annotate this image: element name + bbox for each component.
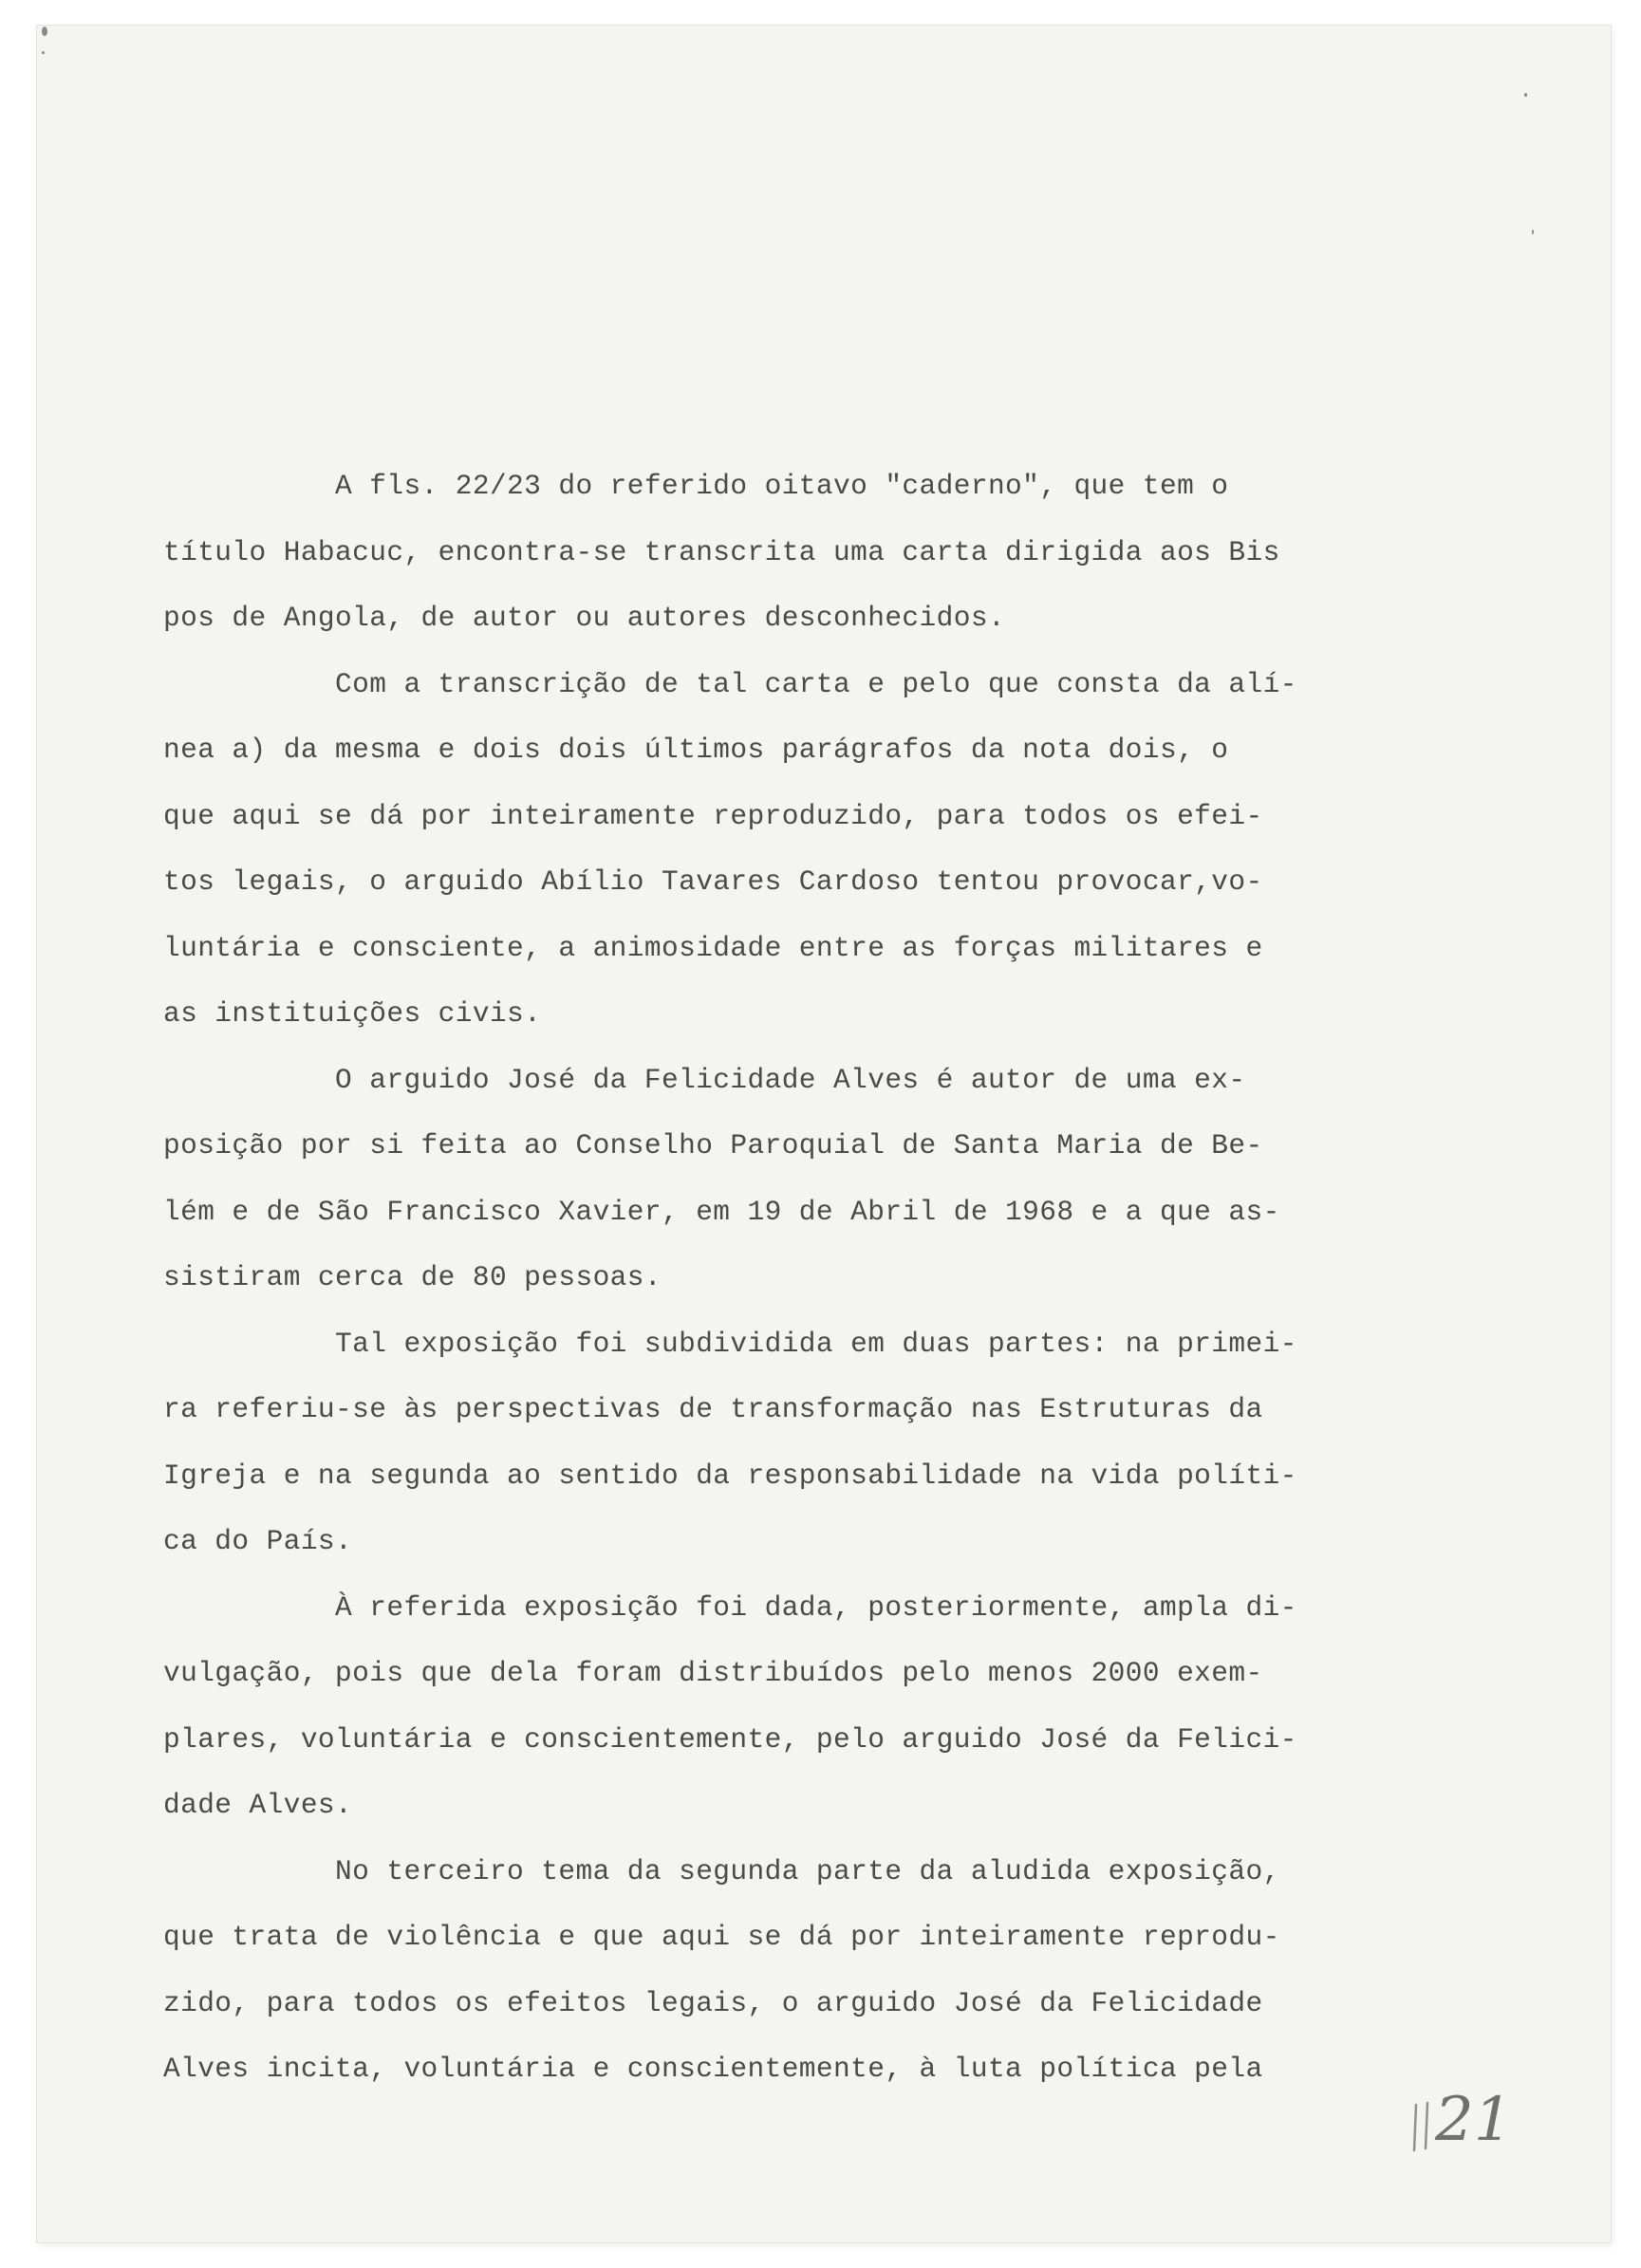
text-line: ca do País. xyxy=(163,1525,353,1557)
text-line: luntária e consciente, a animosidade entre as forças militares e xyxy=(163,931,1263,964)
text-line: Tal exposição foi subdividida em duas partes: na primei- xyxy=(163,1327,1297,1360)
text-line: plares, voluntária e conscientemente, pelo arguido José da Felici- xyxy=(163,1722,1297,1756)
text-line: dade Alves. xyxy=(163,1789,353,1821)
text-line: ra referiu-se às perspectivas de transformação nas Estruturas da xyxy=(163,1393,1263,1425)
text-line: nea a) da mesma e dois dois últimos parágrafos da nota dois, o xyxy=(163,734,1229,766)
handwritten-page-number xyxy=(1407,2084,1520,2179)
text-line: O arguido José da Felicidade Alves é autor de uma ex- xyxy=(163,1063,1246,1096)
scan-speck xyxy=(42,27,47,36)
text-line: as instituições civis. xyxy=(163,997,542,1030)
scan-speck xyxy=(1524,93,1527,97)
text-line: título Habacuc, encontra-se transcrita uma carta dirigida aos Bis xyxy=(163,535,1280,568)
text-line: sistiram cerca de 80 pessoas. xyxy=(163,1261,662,1293)
text-line: tos legais, o arguido Abílio Tavares Cardoso tentou provocar,vo- xyxy=(163,865,1263,898)
text-line: Alves incita, voluntária e conscientemente, à luta política pela xyxy=(163,2053,1263,2085)
text-line: que aqui se dá por inteiramente reproduzido, para todos os efei- xyxy=(163,799,1263,832)
scan-speck xyxy=(1532,230,1534,234)
text-line: A fls. 22/23 do referido oitavo "caderno", que tem o xyxy=(163,470,1229,502)
text-line: posição por si feita ao Conselho Paroquial de Santa Maria de Be- xyxy=(163,1129,1263,1162)
text-line: Com a transcrição de tal carta e pelo que consta da alí- xyxy=(163,667,1297,700)
text-line: que trata de violência e que aqui se dá por inteiramente reprodu- xyxy=(163,1921,1280,1953)
text-line: À referida exposição foi dada, posteriormente, ampla di- xyxy=(163,1590,1297,1624)
text-line: pos de Angola, de autor ou autores desconhecidos. xyxy=(163,602,1006,634)
text-line: lém e de São Francisco Xavier, em 19 de Abril de 1968 e a que as- xyxy=(163,1195,1280,1228)
document-page xyxy=(36,25,1612,2243)
text-line: zido, para todos os efeitos legais, o arguido José da Felicidade xyxy=(163,1986,1263,2019)
scan-speck xyxy=(42,51,45,54)
typewritten-text xyxy=(163,454,1454,2103)
text-line: Igreja e na segunda ao sentido da responsabilidade na vida políti- xyxy=(163,1459,1297,1492)
page-number: 21 xyxy=(1435,2085,1513,2155)
text-line: vulgação, pois que dela foram distribuídos pelo menos 2000 exem- xyxy=(163,1657,1263,1689)
text-line: No terceiro tema da segunda parte da aludida exposição, xyxy=(163,1854,1280,1887)
